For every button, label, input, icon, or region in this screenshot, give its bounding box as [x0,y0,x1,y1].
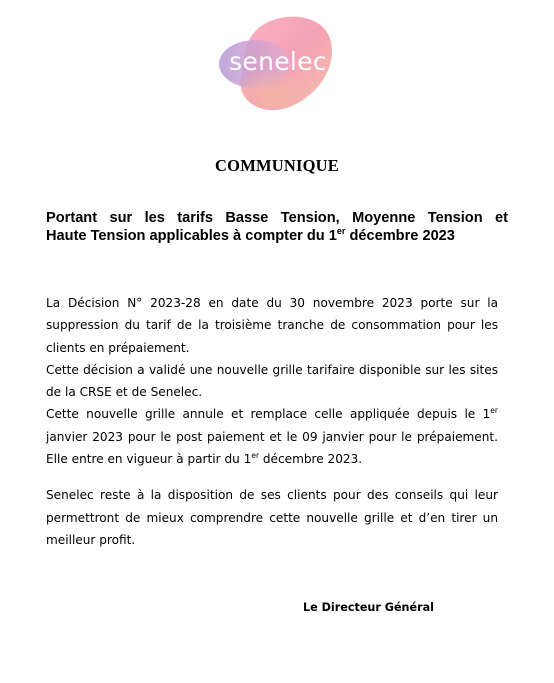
paragraph-decision: La Décision N° 2023-28 en date du 30 novembre 2023 porte sur la suppression du tarif de la troisième tranche de consommation pour les clients en prépaiement. [46,296,498,355]
paragraph-validation: Cette décision a validé une nouvelle grille tarifaire disponible sur les sites de la CRSE et de Senelec. [46,362,498,400]
page-title: COMMUNIQUE [215,156,339,175]
signature: Le Directeur Général [303,601,435,614]
communique-body [46,292,498,551]
subject-line-1: Portant sur les tarifs Basse Tension, Moyenne Tension et [46,210,508,226]
logo-wordmark: senelec [229,47,327,76]
paragraph-new-grid: Cette nouvelle grille annule et remplace celle appliquée depuis le 1er janvier 2023 pour le post paiement et le 09 janvier pour le prépaiement. Elle entre en vigueur à partir du 1er décembre 2023. [46,406,498,467]
subject-heading [46,209,508,245]
subject-line-2: Haute Tension applicables à compter du 1er décembre 2023 [46,226,455,244]
paragraph-availability: Senelec reste à la disposition de ses clients pour des conseils qui leur permettront de mieux comprendre cette nouvelle grille et d’en tirer un meilleur profit. [46,488,498,547]
senelec-logo [215,12,335,112]
